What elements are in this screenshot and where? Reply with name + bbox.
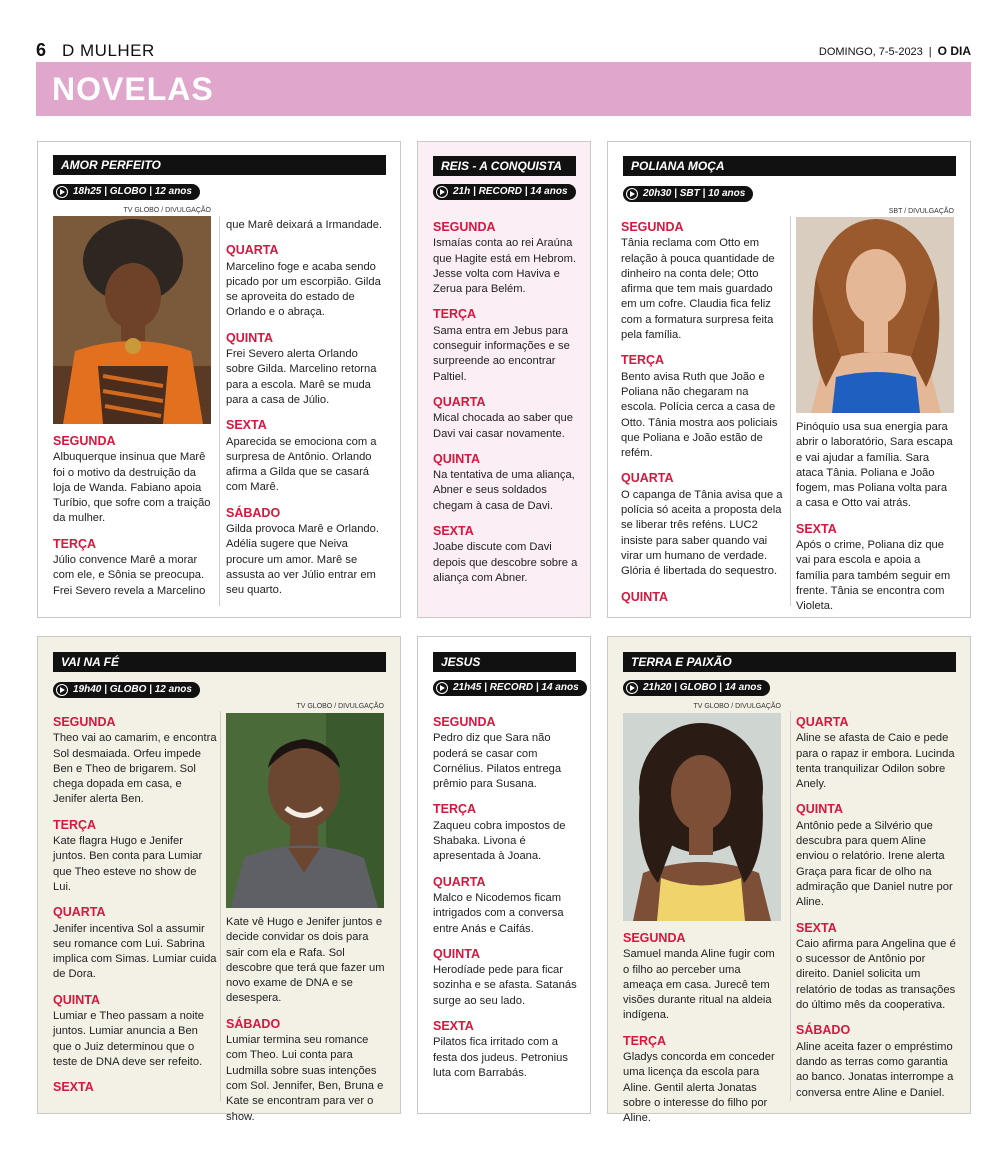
day-label: QUARTA	[53, 905, 106, 920]
day-label: QUARTA	[226, 243, 279, 258]
dateline	[819, 44, 971, 58]
day-label: QUINTA	[796, 802, 843, 817]
day-label: QUINTA	[621, 589, 668, 604]
day-label: QUINTA	[226, 330, 273, 345]
episode-summary: Caio afirma para Angelina que é o sucessor de Antônio por direito. Daniel solicita um relatório de todas as transações do último mês da cooperativa.	[796, 937, 956, 1012]
schedule-column-2	[226, 218, 386, 609]
episode-summary-continued: Kate vê Hugo e Jenifer juntos e decide convidar os dois para sair com ela e Rafa. Sol descobre que terá que fazer um novo exame de DNA e se desespera.	[226, 916, 385, 1005]
schedule-column-1	[621, 220, 785, 616]
photo-credit: TV GLOBO / DIVULGAÇÃO	[296, 703, 384, 710]
episode-summary: Bento avisa Ruth que João e Poliana não chegaram na escola. Polícia cerca a casa de Otto. Tânia mostra aos policiais que Poliana e João estão de refém.	[621, 370, 778, 460]
novela-box-reis	[417, 141, 591, 618]
day-label: QUINTA	[53, 992, 100, 1007]
episode-summary: Gilda provoca Marê e Orlando. Adélia sugere que Neiva procure um amor. Marê se assusta ao ver Júlio entrar em seu quarto.	[226, 523, 379, 597]
photo-credit: SBT / DIVULGAÇÃO	[888, 208, 954, 215]
actress-photo	[796, 217, 954, 413]
episode-summary: Kate flagra Hugo e Jenifer juntos. Ben conta para Lumiar que Theo esteve no show de Lui.	[53, 835, 203, 893]
episode-summary: Antônio pede a Silvério que descubra para quem Aline enviou o relatório. Irene alerta Graça para ficar de olho na admiração que Daniel nutre por Aline.	[796, 819, 953, 909]
day-label: SEGUNDA	[53, 715, 116, 729]
novela-box-amor-perfeito	[37, 141, 401, 618]
section-name: D MULHER	[62, 41, 155, 60]
actor-photo	[226, 713, 384, 908]
photo-credit: TV GLOBO / DIVULGAÇÃO	[693, 703, 781, 710]
episode-summary: Albuquerque insinua que Marê foi o motivo da destruição da loja de Wanda. Fabiano apoia Turíbio, que sofre com a traição da mulher.	[53, 451, 211, 525]
schedule-column-2	[796, 420, 956, 625]
episode-summary: Pedro diz que Sara não poderá se casar com Cornélius. Pilatos entrega prêmio para Susana.	[433, 732, 562, 791]
actress-photo	[53, 216, 211, 424]
episode-summary: Joabe discute com Davi depois que descobre sobre a aliança com Abner.	[433, 541, 578, 584]
novela-box-vai-na-fe	[37, 636, 401, 1123]
airtime-badge: 21h | RECORD | 14 anos	[433, 184, 576, 200]
episode-summary: Herodíade pede para ficar sozinha e se afasta. Satanás surge ao seu lado.	[433, 964, 577, 1007]
day-label: TERÇA	[621, 353, 665, 368]
show-title: JESUS	[433, 652, 576, 672]
episode-summary: Zaqueu cobra impostos de Shabaka. Livona é apresentada à Joana.	[433, 819, 566, 863]
novela-box-jesus	[417, 636, 591, 1114]
schedule-column-2	[226, 915, 386, 1135]
episode-summary: Lumiar termina seu romance com Theo. Lui conta para Ludmilla sobre suas intenções com Sol. Jennifer, Ben, Bruna e Kate se encontram para ver o show.	[226, 1034, 384, 1123]
show-title: REIS - A CONQUISTA	[433, 156, 576, 176]
day-label: QUINTA	[433, 451, 480, 466]
day-label: QUINTA	[433, 946, 480, 961]
airtime-badge: 19h40 | GLOBO | 12 anos	[53, 682, 200, 698]
episode-summary: Jenifer incentiva Sol a assumir seu romance com Lui. Sabrina implica com Simas. Lumiar cuida de Dora.	[53, 922, 217, 981]
day-label: SEGUNDA	[623, 931, 686, 945]
airtime-badge: 18h25 | GLOBO | 12 anos	[53, 184, 200, 200]
episode-summary: Aline se afasta de Caio e pede para o rapaz ir embora. Lucinda tenta tranquilizar Odilon sobre Anely.	[796, 732, 955, 791]
novela-box-terra-e-paixao	[607, 636, 971, 1125]
episode-summary: Malco e Nicodemos ficam intrigados com a conversa entre Anás e Caifás.	[433, 891, 564, 935]
page-header	[36, 40, 971, 62]
episode-summary: Aparecida se emociona com a surpresa de Antônio. Orlando afirma a Gilda que se casará com Marê.	[226, 435, 377, 494]
day-label: SEXTA	[796, 521, 837, 536]
episode-summary: Júlio convence Marê a morar com ele, e Sônia se preocupa. Frei Severo revela a Marcelino	[53, 554, 206, 597]
actress-photo	[623, 713, 781, 921]
day-label: SEGUNDA	[433, 715, 496, 729]
day-label: SEGUNDA	[53, 434, 116, 448]
day-label: SÁBADO	[226, 505, 281, 520]
day-label: QUARTA	[433, 394, 486, 409]
show-title: TERRA E PAIXÃO	[623, 652, 956, 672]
day-label: TERÇA	[433, 307, 477, 322]
column-divider	[220, 711, 221, 1101]
column-divider	[790, 711, 791, 1101]
episode-summary: Samuel manda Aline fugir com o filho ao perceber uma ameaça em casa. Jurecê tem visões durante ritual na aldeia indígena.	[623, 948, 775, 1022]
photo-credit: TV GLOBO / DIVULGAÇÃO	[123, 207, 211, 214]
episode-summary: Frei Severo alerta Orlando sobre Gilda. Marcelino retorna para a escola. Marê se muda para a casa de Júlio.	[226, 348, 377, 406]
episode-summary: Ismaías conta ao rei Araúna que Hagite está em Hebrom. Jesse volta com Haviva e Zerua para Belém.	[433, 237, 577, 296]
day-label: TERÇA	[53, 536, 97, 551]
day-label: SEGUNDA	[621, 220, 684, 234]
schedule-column-2	[796, 715, 956, 1111]
episode-summary-continued: que Marê deixará a Irmandade.	[226, 219, 383, 231]
day-label: SEXTA	[796, 920, 837, 935]
banner-title: NOVELAS	[52, 71, 214, 107]
day-label: SEXTA	[433, 524, 474, 539]
episode-summary: Após o crime, Poliana diz que vai para escola e apoia a família para também seguir em frente. Tânia se encontra com Violeta.	[796, 539, 951, 613]
column-divider	[219, 216, 220, 606]
airtime-badge: 21h20 | GLOBO | 14 anos	[623, 680, 770, 696]
show-title: AMOR PERFEITO	[53, 155, 386, 175]
day-label: SEXTA	[433, 1019, 474, 1034]
day-label: SÁBADO	[796, 1023, 851, 1038]
episode-summary: Tânia reclama com Otto em relação à pouca quantidade de dinheiro na conta dele; Otto afirma que tem mais guardado em um cofre. Claudia fica feliz com a formatura surpresa feita pela família.	[621, 237, 775, 342]
episode-summary: Sama entra em Jebus para conseguir informações e se surpreende ao encontrar Paltiel.	[433, 324, 570, 383]
show-title: VAI NA FÉ	[53, 652, 386, 672]
airtime-badge: 20h30 | SBT | 10 anos	[623, 186, 753, 202]
page-number: 6	[36, 40, 47, 60]
novela-box-poliana	[607, 141, 971, 618]
episode-summary: Aline aceita fazer o empréstimo dando as terras como garantia ao banco. Jonatas interrompe a conversa entre Aline e Daniel.	[796, 1040, 954, 1099]
day-label: SEXTA	[53, 1080, 94, 1095]
day-label: QUARTA	[433, 874, 486, 889]
day-label: TERÇA	[623, 1033, 667, 1048]
schedule-column-1	[53, 715, 217, 1107]
episode-summary: Mical chocada ao saber que Davi vai casar novamente.	[433, 412, 573, 440]
day-label: QUARTA	[621, 471, 674, 486]
episode-summary: Lumiar e Theo passam a noite juntos. Lumiar anuncia a Ben que o Juiz determinou que o teste de DNA deve ser refeito.	[53, 1010, 204, 1068]
show-title: POLIANA MOÇA	[623, 156, 956, 176]
column-divider	[790, 216, 791, 606]
day-label: SEXTA	[226, 418, 267, 433]
section-banner	[36, 62, 971, 116]
dateline-separator: |	[928, 46, 932, 58]
schedule-column	[433, 220, 578, 596]
day-label: QUARTA	[796, 715, 849, 729]
airtime-badge: 21h45 | RECORD | 14 anos	[433, 680, 587, 696]
episode-summary: Gladys concorda em conceder uma licença da escola para Aline. Gentil alerta Jonatas sobre o interesse do filho por Aline.	[623, 1051, 775, 1125]
episode-summary: Na tentativa de uma aliança, Abner e seus soldados chegam à casa de Davi.	[433, 469, 575, 512]
schedule-column	[433, 715, 578, 1091]
day-label: SEGUNDA	[433, 220, 496, 234]
day-label: TERÇA	[53, 817, 97, 832]
day-label: SÁBADO	[226, 1016, 281, 1031]
episode-summary-continued: Pinóquio usa sua energia para abrir o laboratório, Sara escapa e vai ajudar a família. Sara ataca Tânia. Poliana e João fogem, mas Poliana volta para a casa e Otto vai atrás.	[796, 421, 953, 510]
schedule-column-1	[623, 931, 783, 1137]
newspaper-brand: O DIA	[937, 44, 971, 58]
schedule-column-1	[53, 434, 211, 609]
episode-summary: Marcelino foge e acaba sendo picado por um escorpião. Gilda se aproveita do estado de Orlando e o abraça.	[226, 260, 381, 319]
edition-date: DOMINGO, 7-5-2023	[818, 46, 923, 58]
episode-summary: O capanga de Tânia avisa que a polícia só aceita a proposta dela se liberar três reféns. LUC2 insiste para saber quando vai virar um humano de verdade. Glória é libertada do sequestro.	[621, 488, 783, 578]
episode-summary: Theo vai ao camarim, e encontra Sol desmaiada. Orfeu impede Ben e Theo de brigarem. Sol chega dopada em casa, e Jenifer alerta Ben.	[53, 732, 217, 806]
day-label: TERÇA	[433, 802, 477, 817]
episode-summary: Pilatos fica irritado com a festa dos judeus. Petronius luta com Barrabás.	[433, 1036, 568, 1079]
